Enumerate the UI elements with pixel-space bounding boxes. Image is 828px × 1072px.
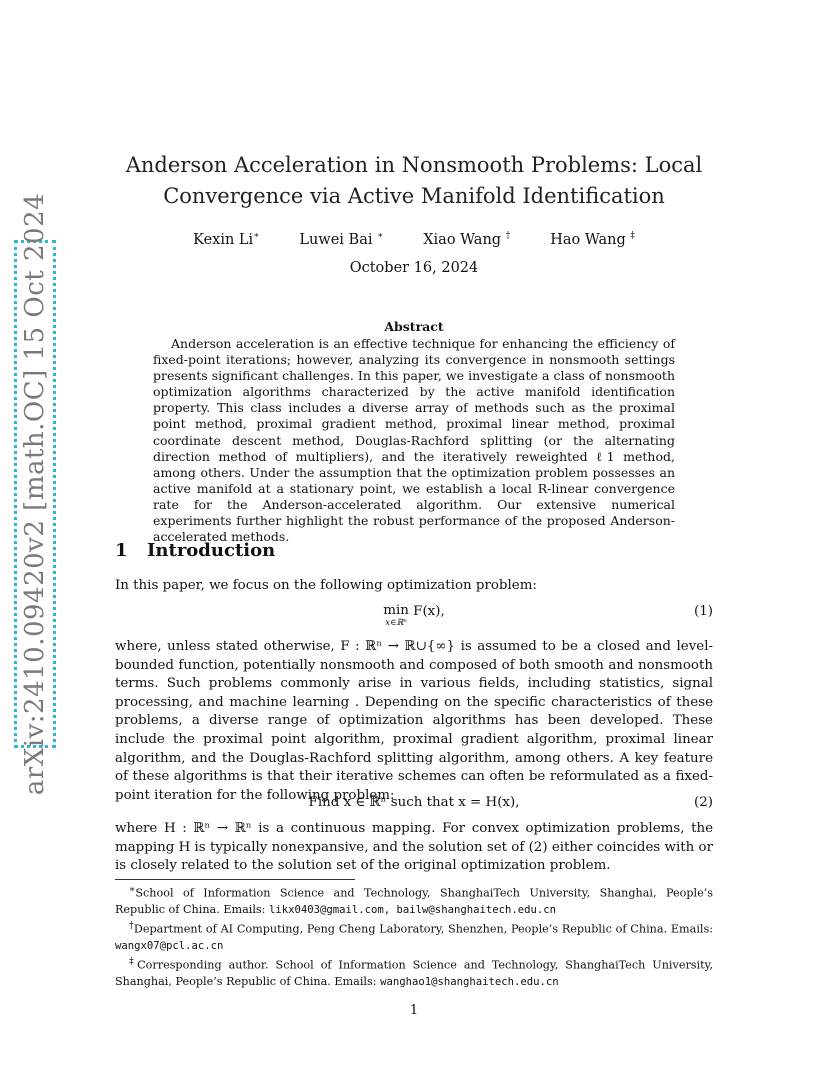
author: Xiao Wang † bbox=[423, 231, 511, 248]
paragraph: where, unless stated otherwise, F : ℝⁿ → ℝ∪{∞} is assumed to be a closed and level-bounded function, potentially nonsmooth and composed of both smooth and nonsmooth terms. Such problems commonly arise in various fields, including statistics, signal processing, and machine learning . Depending on the specific characteristics of these problems, a diverse range of optimization algorithms has been developed. These include the proximal point algorithm, proximal gradient algorithm, proximal linear algorithm, and the Douglas-Rachford splitting algorithm, among others. A key feature of these algorithms is that their iterative schemes can often be reformulated as a fixed-point iteration for the following problem: bbox=[115, 639, 713, 803]
footnote: ‡Corresponding author. School of Information Science and Technology, ShanghaiTech University, Shanghai, People’s Republic of China. Emails: wanghao1@shanghaitech.edu.cn bbox=[115, 956, 713, 989]
footnotes bbox=[115, 882, 713, 990]
page-number: 1 bbox=[409, 1003, 419, 1018]
title-line-2: Convergence via Active Manifold Identification bbox=[163, 184, 665, 208]
footnote-emails[interactable]: wanghao1@shanghaitech.edu.cn bbox=[380, 976, 559, 989]
equation-number: (1) bbox=[694, 604, 713, 619]
equation-body: F(x), bbox=[408, 604, 445, 619]
author-mark: † bbox=[505, 231, 511, 241]
min-subscript: x∈ℝⁿ bbox=[385, 618, 407, 628]
paragraph: where H : ℝⁿ → ℝⁿ is a continuous mapping. For convex optimization problems, the mapping H is typically nonexpansive, and the solution set of (2) either coincides with or is closely related to the solution set of the original optimization problem. bbox=[115, 821, 713, 874]
equation-1 bbox=[115, 604, 713, 634]
paragraph: In this paper, we focus on the following optimization problem: bbox=[115, 578, 537, 593]
paper-title bbox=[115, 150, 713, 212]
abstract-text: Anderson acceleration is an effective technique for enhancing the efficiency of fixed-point iterations; however, analyzing its convergence in nonsmooth settings presents significant challenges. In this paper, we investigate a class of nonsmooth optimization algorithms characterized by the active manifold identification property. This class includes a diverse array of methods such as the proximal point method, proximal gradient method, proximal linear method, proximal coordinate descent method, Douglas-Rachford splitting (or the alternating direction method of multipliers), and the iteratively reweighted ℓ1 method, among others. Under the assumption that the optimization problem possesses an active manifold at a stationary point, we establish a local R-linear convergence rate for the Anderson-accelerated algorithm. Our extensive numerical experiments further highlight the robust performance of the proposed Anderson-accelerated methods. bbox=[153, 336, 675, 545]
author-mark: ∗ bbox=[377, 231, 384, 241]
title-line-1: Anderson Acceleration in Nonsmooth Problems: Local bbox=[125, 153, 703, 177]
paper-date: October 16, 2024 bbox=[349, 260, 479, 276]
equation-number: (2) bbox=[694, 795, 713, 810]
section-title: Introduction bbox=[147, 540, 276, 561]
equation-body: Find x ∈ ℝⁿ such that x = H(x), bbox=[308, 795, 520, 810]
footnote: ∗School of Information Science and Technology, ShanghaiTech University, Shanghai, People’s Republic of China. Emails: likx0403@gmail.com, bailw@shanghaitech.edu.cn bbox=[115, 884, 713, 916]
section-heading bbox=[115, 540, 713, 561]
author-mark: ‡ bbox=[630, 231, 635, 241]
footnote-emails[interactable]: wangx07@pcl.ac.cn bbox=[115, 940, 224, 953]
arxiv-identifier[interactable]: arXiv:2410.09420v2 [math.OC] 15 Oct 2024 bbox=[20, 192, 50, 796]
footnote-rule bbox=[115, 879, 355, 880]
footnote: †Department of AI Computing, Peng Cheng Laboratory, Shenzhen, People’s Republic of China. Emails: wangx07@pcl.ac.cn bbox=[115, 920, 713, 953]
min-operator: min x∈ℝⁿ bbox=[383, 603, 409, 628]
author: Hao Wang ‡ bbox=[550, 231, 635, 248]
author: Luwei Bai ∗ bbox=[299, 231, 384, 248]
abstract-heading: Abstract bbox=[384, 319, 444, 334]
section-number: 1 bbox=[115, 540, 128, 561]
author-list bbox=[115, 226, 713, 250]
author-mark: ∗ bbox=[253, 231, 260, 241]
equation-2 bbox=[115, 795, 713, 815]
footnote-emails[interactable]: likx0403@gmail.com, bailw@shanghaitech.edu.cn bbox=[268, 903, 556, 916]
author: Kexin Li∗ bbox=[193, 231, 260, 248]
